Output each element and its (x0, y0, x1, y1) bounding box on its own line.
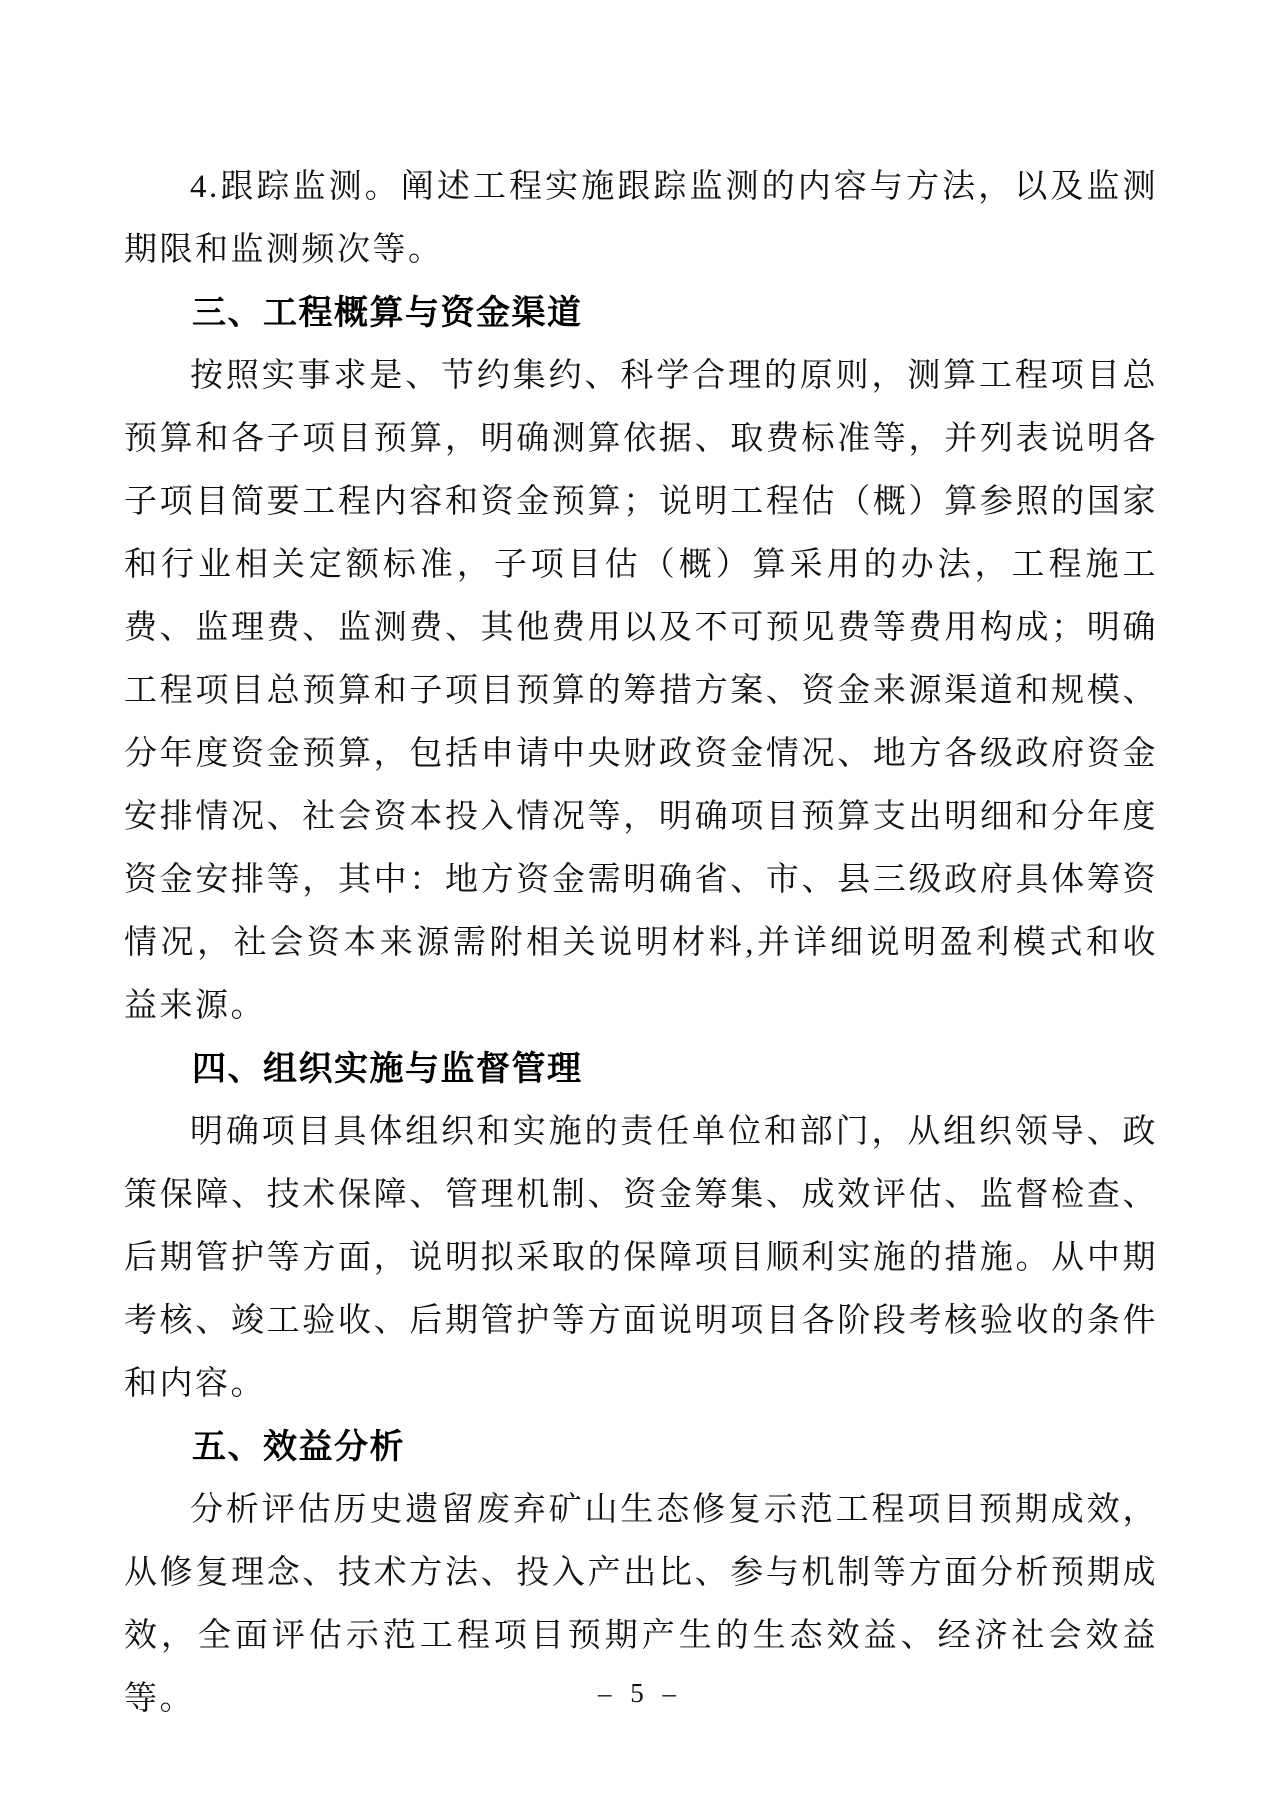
heading-section-3-budget-funding: 三、工程概算与资金渠道 (192, 294, 583, 332)
paragraph-tracking-monitoring: 4.跟踪监测。阐述工程实施跟踪监测的内容与方法，以及监测期限和监测频次等。 (124, 169, 1158, 268)
paragraph-budget-funding-detail: 按照实事求是、节约集约、科学合理的原则，测算工程项目总预算和各子项目预算，明确测算依据、取费标准等，并列表说明各子项目简要工程内容和资金预算；说明工程估（概）算参照的国家和行业相关定额标准，子项目估（概）算采用的办法，工程施工费、监理费、监测费、其他费用以及不可预见费等费用构成；明确工程项目总预算和子项目预算的筹措方案、资金来源渠道和规模、分年度资金预算，包括申请中央财政资金情况、地方各级政府资金安排情况、社会资本投入情况等，明确项目预算支出明细和分年度资金安排等，其中：地方资金需明确省、市、县三级政府具体筹资情况，社会资本来源需附相关说明材料,并详细说明盈利模式和收益来源。 (124, 358, 1158, 1024)
paragraph-benefit-analysis-detail: 分析评估历史遗留废弃矿山生态修复示范工程项目预期成效，从修复理念、技术方法、投入产出比、参与机制等方面分析预期成效，全面评估示范工程项目预期产生的生态效益、经济社会效益等。 (124, 1492, 1158, 1717)
document-body (124, 156, 1158, 1731)
paragraph-organization-supervision-detail: 明确项目具体组织和实施的责任单位和部门，从组织领导、政策保障、技术保障、管理机制、资金筹集、成效评估、监督检查、后期管护等方面，说明拟采取的保障项目顺利实施的措施。从中期考核、竣工验收、后期管护等方面说明项目各阶段考核验收的条件和内容。 (124, 1114, 1158, 1402)
heading-section-5-benefit-analysis: 五、效益分析 (192, 1428, 405, 1466)
heading-section-4-organization-supervision: 四、组织实施与监督管理 (192, 1050, 583, 1088)
page-number: – 5 – (598, 1678, 682, 1708)
